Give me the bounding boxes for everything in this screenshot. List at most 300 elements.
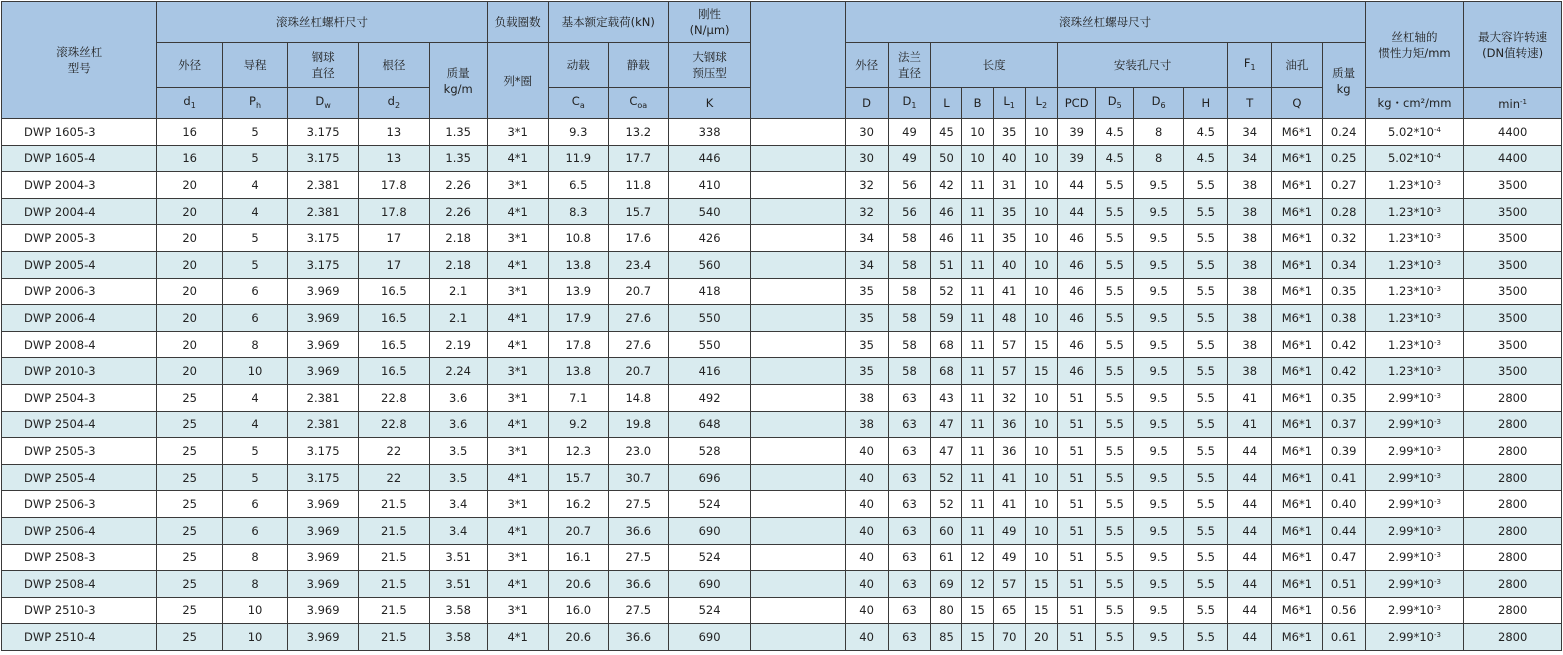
cell-model: DWP 1605-3 — [2, 119, 157, 146]
cell-ca: 7.1 — [548, 384, 608, 411]
cell-circ: 4*1 — [487, 251, 548, 278]
header-load-circuits: 负载圈数 — [487, 2, 548, 43]
cell-d5: 5.5 — [1096, 438, 1134, 465]
cell-h: 5.5 — [1184, 517, 1228, 544]
cell-kg: 0.35 — [1322, 278, 1365, 305]
cell-b: 12 — [962, 544, 993, 571]
cell-l2: 10 — [1025, 384, 1057, 411]
cell-pcd: 51 — [1057, 517, 1096, 544]
cell-k: 524 — [668, 544, 751, 571]
cell-kg: 0.27 — [1322, 172, 1365, 199]
cell-l: 52 — [931, 278, 962, 305]
cell-d1: 20 — [157, 278, 222, 305]
cell-l: 60 — [931, 517, 962, 544]
cell-d6: 9.5 — [1133, 464, 1183, 491]
cell-d6: 9.5 — [1133, 544, 1183, 571]
cell-d2: 16.5 — [358, 358, 429, 385]
cell-l1: 41 — [993, 491, 1025, 518]
cell-l: 85 — [931, 624, 962, 651]
cell-k: 492 — [668, 384, 751, 411]
cell-q: M6*1 — [1272, 384, 1322, 411]
cell-ca: 15.7 — [548, 464, 608, 491]
inertia-unit: kg・cm²/mm — [1365, 88, 1464, 119]
cell-circ: 4*1 — [487, 624, 548, 651]
cell-l1: 57 — [993, 331, 1025, 358]
cell-d: 35 — [845, 278, 888, 305]
cell-dw: 3.969 — [288, 571, 359, 598]
cell-model: DWP 2004-4 — [2, 198, 157, 225]
cell-k: 410 — [668, 172, 751, 199]
cell-b: 12 — [962, 571, 993, 598]
table-row — [2, 145, 1562, 172]
cell-d: 40 — [845, 571, 888, 598]
cell-d: 40 — [845, 544, 888, 571]
cell-k: 690 — [668, 571, 751, 598]
cell-coa: 23.4 — [608, 251, 668, 278]
cell-q: M6*1 — [1272, 305, 1322, 332]
header-screw-group: 滚珠丝杠螺杆尺寸 — [157, 2, 487, 43]
cell-b: 11 — [962, 305, 993, 332]
cell-inertia: $2.99*10^{-3}$ — [1365, 517, 1464, 544]
cell-coa: 17.6 — [608, 225, 668, 252]
cell-q: M6*1 — [1272, 225, 1322, 252]
cell-d2: 21.5 — [358, 544, 429, 571]
cell-b: 11 — [962, 491, 993, 518]
cell-circ: 4*1 — [487, 198, 548, 225]
cell-d1: 63 — [888, 597, 931, 624]
cell-speed: 3500 — [1464, 198, 1562, 225]
cell-l: 80 — [931, 597, 962, 624]
cell-blank — [751, 331, 845, 358]
cell-h: 5.5 — [1184, 544, 1228, 571]
cell-circ: 3*1 — [487, 358, 548, 385]
cell-b: 11 — [962, 411, 993, 438]
cell-l2: 15 — [1025, 571, 1057, 598]
cell-kg: 0.42 — [1322, 358, 1365, 385]
sym-Q: Q — [1272, 88, 1322, 119]
cell-dw: 2.381 — [288, 172, 359, 199]
sym-d5: $D_5$ — [1096, 88, 1134, 119]
cell-d1: 20 — [157, 331, 222, 358]
cell-d: 30 — [845, 119, 888, 146]
cell-circ: 3*1 — [487, 438, 548, 465]
cell-t: 41 — [1228, 384, 1272, 411]
cell-circ: 3*1 — [487, 225, 548, 252]
cell-h: 5.5 — [1184, 597, 1228, 624]
cell-speed: 2800 — [1464, 411, 1562, 438]
cell-d5: 5.5 — [1096, 491, 1134, 518]
cell-d5: 5.5 — [1096, 411, 1134, 438]
cell-inertia: $1.23*10^{-3}$ — [1365, 251, 1464, 278]
header-circuits-unit: 列*圈 — [487, 43, 548, 119]
cell-q: M6*1 — [1272, 438, 1322, 465]
cell-h: 4.5 — [1184, 119, 1228, 146]
cell-ca: 17.9 — [548, 305, 608, 332]
cell-blank — [751, 198, 845, 225]
cell-d5: 5.5 — [1096, 251, 1134, 278]
sym-d1: $d_1$ — [157, 88, 222, 119]
sym-H: H — [1184, 88, 1228, 119]
cell-blank — [751, 251, 845, 278]
cell-k: 550 — [668, 305, 751, 332]
cell-l2: 15 — [1025, 358, 1057, 385]
cell-inertia: $1.23*10^{-3}$ — [1365, 358, 1464, 385]
cell-circ: 3*1 — [487, 491, 548, 518]
cell-pcd: 51 — [1057, 544, 1096, 571]
cell-circ: 4*1 — [487, 464, 548, 491]
cell-ca: 13.8 — [548, 251, 608, 278]
sym-k: K — [668, 88, 751, 119]
table-row — [2, 517, 1562, 544]
cell-coa: 23.0 — [608, 438, 668, 465]
cell-k: 524 — [668, 491, 751, 518]
cell-d1: 49 — [888, 145, 931, 172]
cell-l2: 10 — [1025, 305, 1057, 332]
cell-model: DWP 2505-4 — [2, 464, 157, 491]
cell-d1: 58 — [888, 225, 931, 252]
cell-t: 38 — [1228, 251, 1272, 278]
cell-k: 524 — [668, 597, 751, 624]
cell-coa: 27.6 — [608, 305, 668, 332]
cell-dw: 2.381 — [288, 198, 359, 225]
cell-kg: 0.51 — [1322, 571, 1365, 598]
cell-d1: 56 — [888, 198, 931, 225]
cell-d2: 22.8 — [358, 384, 429, 411]
cell-kg: 0.25 — [1322, 145, 1365, 172]
header-load-rating-group: 基本额定载荷(kN) — [548, 2, 668, 43]
cell-b: 11 — [962, 225, 993, 252]
cell-d1: 58 — [888, 251, 931, 278]
cell-b: 11 — [962, 198, 993, 225]
cell-dw: 3.969 — [288, 597, 359, 624]
cell-model: DWP 2005-4 — [2, 251, 157, 278]
cell-ph: 6 — [222, 491, 287, 518]
cell-coa: 19.8 — [608, 411, 668, 438]
cell-blank — [751, 624, 845, 651]
cell-l1: 32 — [993, 384, 1025, 411]
cell-dw: 3.175 — [288, 225, 359, 252]
sym-ca: $C_a$ — [548, 88, 608, 119]
cell-t: 34 — [1228, 145, 1272, 172]
cell-coa: 27.5 — [608, 544, 668, 571]
cell-speed: 2800 — [1464, 438, 1562, 465]
cell-b: 11 — [962, 464, 993, 491]
cell-d1: 58 — [888, 331, 931, 358]
cell-l2: 10 — [1025, 251, 1057, 278]
cell-b: 11 — [962, 278, 993, 305]
cell-b: 10 — [962, 119, 993, 146]
cell-t: 41 — [1228, 411, 1272, 438]
cell-blank — [751, 305, 845, 332]
cell-coa: 17.7 — [608, 145, 668, 172]
cell-blank — [751, 517, 845, 544]
cell-model: DWP 2008-4 — [2, 331, 157, 358]
cell-d2: 22.8 — [358, 411, 429, 438]
cell-d2: 21.5 — [358, 571, 429, 598]
cell-l2: 15 — [1025, 597, 1057, 624]
cell-inertia: $1.23*10^{-3}$ — [1365, 225, 1464, 252]
cell-l: 68 — [931, 331, 962, 358]
cell-l: 61 — [931, 544, 962, 571]
cell-ph: 8 — [222, 544, 287, 571]
cell-k: 648 — [668, 411, 751, 438]
cell-model: DWP 2504-3 — [2, 384, 157, 411]
cell-d: 34 — [845, 251, 888, 278]
cell-d5: 5.5 — [1096, 517, 1134, 544]
cell-model: DWP 2006-4 — [2, 305, 157, 332]
cell-t: 44 — [1228, 438, 1272, 465]
cell-speed: 2800 — [1464, 624, 1562, 651]
header-outer-dia: 外径 — [157, 43, 222, 88]
cell-d2: 21.5 — [358, 624, 429, 651]
cell-inertia: $1.23*10^{-3}$ — [1365, 305, 1464, 332]
header-length: 长度 — [931, 43, 1057, 88]
cell-dw: 3.175 — [288, 464, 359, 491]
cell-b: 11 — [962, 438, 993, 465]
cell-ca: 17.8 — [548, 331, 608, 358]
table-row — [2, 544, 1562, 571]
cell-coa: 11.8 — [608, 172, 668, 199]
cell-d1: 25 — [157, 464, 222, 491]
cell-inertia: $2.99*10^{-3}$ — [1365, 491, 1464, 518]
cell-ca: 13.9 — [548, 278, 608, 305]
cell-d1: 25 — [157, 544, 222, 571]
cell-h: 5.5 — [1184, 251, 1228, 278]
cell-ph: 8 — [222, 571, 287, 598]
cell-l: 68 — [931, 358, 962, 385]
sym-L2: $L_2$ — [1025, 88, 1057, 119]
cell-inertia: $5.02*10^{-4}$ — [1365, 119, 1464, 146]
cell-d1: 63 — [888, 464, 931, 491]
cell-t: 44 — [1228, 517, 1272, 544]
cell-d: 34 — [845, 225, 888, 252]
cell-coa: 15.7 — [608, 198, 668, 225]
cell-d6: 9.5 — [1133, 278, 1183, 305]
cell-t: 44 — [1228, 464, 1272, 491]
cell-d: 35 — [845, 305, 888, 332]
cell-k: 560 — [668, 251, 751, 278]
cell-kg: 0.42 — [1322, 331, 1365, 358]
cell-model: DWP 2510-3 — [2, 597, 157, 624]
cell-kg: 0.32 — [1322, 225, 1365, 252]
cell-coa: 27.5 — [608, 597, 668, 624]
cell-h: 5.5 — [1184, 225, 1228, 252]
cell-pcd: 39 — [1057, 145, 1096, 172]
cell-blank — [751, 597, 845, 624]
cell-d5: 5.5 — [1096, 172, 1134, 199]
cell-coa: 14.8 — [608, 384, 668, 411]
cell-d1: 56 — [888, 172, 931, 199]
cell-d2: 22 — [358, 464, 429, 491]
cell-d1: 63 — [888, 624, 931, 651]
cell-l: 52 — [931, 464, 962, 491]
sym-D1: $D_1$ — [888, 88, 931, 119]
cell-d6: 9.5 — [1133, 331, 1183, 358]
cell-kg: 0.35 — [1322, 384, 1365, 411]
cell-d: 30 — [845, 145, 888, 172]
speed-unit: $\min^{-1}$ — [1464, 88, 1562, 119]
cell-d6: 9.5 — [1133, 517, 1183, 544]
cell-pcd: 46 — [1057, 331, 1096, 358]
cell-d6: 9.5 — [1133, 384, 1183, 411]
cell-dw: 3.969 — [288, 278, 359, 305]
cell-l: 46 — [931, 225, 962, 252]
cell-model: DWP 2510-4 — [2, 624, 157, 651]
cell-d2: 21.5 — [358, 491, 429, 518]
header-oil-hole: 油孔 — [1272, 43, 1322, 88]
cell-d5: 5.5 — [1096, 464, 1134, 491]
cell-l: 69 — [931, 571, 962, 598]
cell-d: 40 — [845, 517, 888, 544]
header-root-dia: 根径 — [358, 43, 429, 88]
cell-d: 40 — [845, 597, 888, 624]
cell-d1: 49 — [888, 119, 931, 146]
cell-d5: 5.5 — [1096, 544, 1134, 571]
cell-d5: 4.5 — [1096, 145, 1134, 172]
cell-d1: 58 — [888, 305, 931, 332]
cell-t: 38 — [1228, 172, 1272, 199]
cell-t: 44 — [1228, 597, 1272, 624]
cell-d1: 16 — [157, 119, 222, 146]
cell-ph: 10 — [222, 597, 287, 624]
cell-k: 540 — [668, 198, 751, 225]
cell-mass: 2.18 — [429, 225, 487, 252]
cell-l2: 10 — [1025, 491, 1057, 518]
cell-inertia: $1.23*10^{-3}$ — [1365, 198, 1464, 225]
cell-d6: 9.5 — [1133, 597, 1183, 624]
cell-l1: 57 — [993, 358, 1025, 385]
cell-mass: 3.4 — [429, 491, 487, 518]
cell-q: M6*1 — [1272, 251, 1322, 278]
cell-d1: 25 — [157, 438, 222, 465]
cell-ph: 5 — [222, 225, 287, 252]
table-row — [2, 305, 1562, 332]
cell-coa: 36.6 — [608, 624, 668, 651]
cell-d6: 9.5 — [1133, 305, 1183, 332]
cell-mass: 3.58 — [429, 597, 487, 624]
cell-d2: 17.8 — [358, 172, 429, 199]
cell-b: 11 — [962, 172, 993, 199]
table-row — [2, 384, 1562, 411]
cell-b: 15 — [962, 597, 993, 624]
cell-k: 696 — [668, 464, 751, 491]
cell-coa: 27.5 — [608, 491, 668, 518]
cell-circ: 4*1 — [487, 331, 548, 358]
cell-model: DWP 2508-3 — [2, 544, 157, 571]
table-row — [2, 331, 1562, 358]
table-row — [2, 172, 1562, 199]
cell-ph: 5 — [222, 251, 287, 278]
cell-speed: 2800 — [1464, 491, 1562, 518]
cell-pcd: 51 — [1057, 491, 1096, 518]
table-row — [2, 491, 1562, 518]
cell-coa: 27.6 — [608, 331, 668, 358]
cell-ca: 8.3 — [548, 198, 608, 225]
cell-dw: 3.175 — [288, 251, 359, 278]
cell-d1: 63 — [888, 384, 931, 411]
cell-l: 47 — [931, 411, 962, 438]
cell-ph: 4 — [222, 384, 287, 411]
cell-d2: 16.5 — [358, 278, 429, 305]
cell-l1: 35 — [993, 225, 1025, 252]
cell-d1: 58 — [888, 278, 931, 305]
cell-d1: 25 — [157, 411, 222, 438]
cell-t: 38 — [1228, 331, 1272, 358]
cell-l2: 20 — [1025, 624, 1057, 651]
cell-l2: 10 — [1025, 438, 1057, 465]
cell-k: 418 — [668, 278, 751, 305]
cell-l: 59 — [931, 305, 962, 332]
cell-q: M6*1 — [1272, 331, 1322, 358]
cell-inertia: $2.99*10^{-3}$ — [1365, 384, 1464, 411]
cell-d6: 9.5 — [1133, 624, 1183, 651]
cell-l1: 36 — [993, 438, 1025, 465]
cell-h: 5.5 — [1184, 331, 1228, 358]
cell-q: M6*1 — [1272, 491, 1322, 518]
cell-l2: 10 — [1025, 172, 1057, 199]
table-row — [2, 571, 1562, 598]
header-nut-outer: 外径 — [845, 43, 888, 88]
header-screw-mass: 质量 kg/m — [429, 43, 487, 119]
cell-t: 38 — [1228, 198, 1272, 225]
cell-d1: 25 — [157, 491, 222, 518]
cell-q: M6*1 — [1272, 464, 1322, 491]
cell-q: M6*1 — [1272, 517, 1322, 544]
cell-dw: 3.175 — [288, 119, 359, 146]
cell-blank — [751, 145, 845, 172]
table-row — [2, 358, 1562, 385]
cell-d: 32 — [845, 198, 888, 225]
cell-d1: 25 — [157, 597, 222, 624]
cell-ph: 8 — [222, 331, 287, 358]
cell-l2: 15 — [1025, 331, 1057, 358]
cell-speed: 2800 — [1464, 464, 1562, 491]
cell-d6: 9.5 — [1133, 358, 1183, 385]
cell-l: 51 — [931, 251, 962, 278]
cell-circ: 4*1 — [487, 571, 548, 598]
cell-d1: 63 — [888, 571, 931, 598]
cell-q: M6*1 — [1272, 411, 1322, 438]
cell-ca: 16.2 — [548, 491, 608, 518]
cell-ph: 5 — [222, 438, 287, 465]
cell-t: 38 — [1228, 358, 1272, 385]
cell-dw: 3.969 — [288, 305, 359, 332]
header-f1: $F_1$ — [1228, 43, 1272, 88]
cell-d1: 25 — [157, 517, 222, 544]
cell-d5: 5.5 — [1096, 384, 1134, 411]
cell-circ: 3*1 — [487, 597, 548, 624]
cell-inertia: $5.02*10^{-4}$ — [1365, 145, 1464, 172]
cell-d1: 25 — [157, 384, 222, 411]
cell-d: 35 — [845, 358, 888, 385]
cell-kg: 0.40 — [1322, 491, 1365, 518]
cell-ca: 20.7 — [548, 517, 608, 544]
cell-blank — [751, 491, 845, 518]
sym-D: D — [845, 88, 888, 119]
cell-pcd: 46 — [1057, 251, 1096, 278]
cell-b: 11 — [962, 251, 993, 278]
cell-l: 42 — [931, 172, 962, 199]
cell-dw: 3.969 — [288, 624, 359, 651]
cell-d: 38 — [845, 411, 888, 438]
cell-inertia: $2.99*10^{-3}$ — [1365, 411, 1464, 438]
cell-b: 11 — [962, 384, 993, 411]
cell-circ: 3*1 — [487, 544, 548, 571]
cell-d1: 20 — [157, 225, 222, 252]
cell-mass: 2.24 — [429, 358, 487, 385]
cell-speed: 4400 — [1464, 145, 1562, 172]
table-row — [2, 464, 1562, 491]
